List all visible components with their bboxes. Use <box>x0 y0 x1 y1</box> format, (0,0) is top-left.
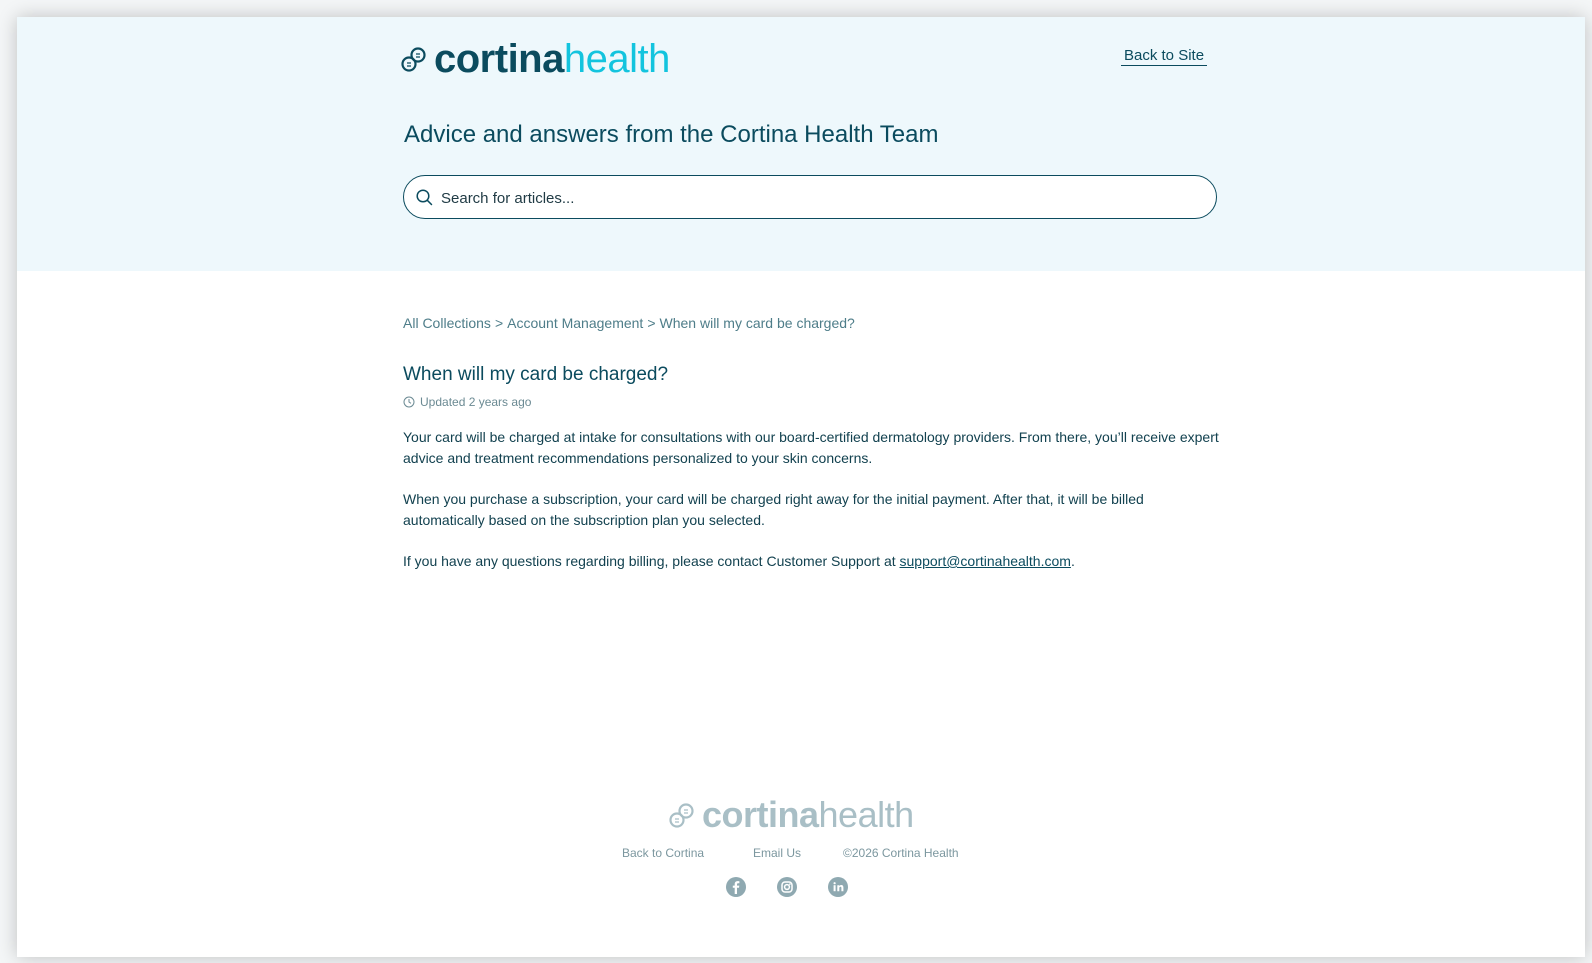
back-to-site-link[interactable]: Back to Site <box>1121 47 1207 66</box>
cortina-logo-icon <box>400 44 430 74</box>
page-frame <box>17 17 1585 957</box>
page-title: Advice and answers from the Cortina Health Team <box>404 121 939 148</box>
contact-text: If you have any questions regarding billing, please contact Customer Support at <box>403 553 900 569</box>
article-body <box>403 427 1223 592</box>
search-input[interactable] <box>439 176 1203 220</box>
linkedin-icon[interactable] <box>828 877 848 897</box>
footer-logo[interactable] <box>668 794 914 835</box>
contact-text-end: . <box>1070 553 1075 569</box>
breadcrumb-separator: > <box>647 315 656 331</box>
footer-copyright: ©2026 Cortina Health <box>843 846 959 860</box>
instagram-icon[interactable] <box>777 877 797 897</box>
footer-links <box>622 846 959 860</box>
article-title: When will my card be charged? <box>403 364 669 385</box>
article-paragraph-contact <box>403 551 1223 572</box>
social-links <box>726 877 848 897</box>
article-paragraph: When you purchase a subscription, your card will be charged right away for the initial payment. After that, it will be billed automatically based on the subscription plan you selected. <box>403 491 1144 528</box>
breadcrumb <box>403 315 855 331</box>
breadcrumb-current: When will my card be charged? <box>659 315 855 331</box>
article-paragraph: Your card will be charged at intake for consultations with our board-certified dermatology providers. From there, you’ll receive expert advice and treatment recommendations personalized to your skin concerns. <box>403 429 1219 466</box>
cortina-logo-icon <box>668 800 698 830</box>
facebook-icon[interactable] <box>726 877 746 897</box>
support-email-link[interactable]: support@cortinahealth.com <box>899 553 1071 569</box>
logo-text-health: health <box>818 794 914 835</box>
updated-text: Updated 2 years ago <box>420 395 532 409</box>
logo-text-cortina: cortina <box>702 794 819 835</box>
footer-email-us-link[interactable]: Email Us <box>753 846 802 860</box>
breadcrumb-all-collections[interactable]: All Collections <box>403 315 491 331</box>
logo-text-cortina: cortina <box>434 37 564 81</box>
logo-text-health: health <box>563 37 670 81</box>
search-icon <box>416 189 433 206</box>
breadcrumb-separator: > <box>494 315 504 331</box>
clock-icon <box>403 396 415 408</box>
search-bar[interactable] <box>403 175 1217 219</box>
article-updated <box>403 395 531 409</box>
brand-logo[interactable] <box>400 39 670 79</box>
breadcrumb-account-management[interactable]: Account Management <box>507 315 644 331</box>
footer-back-to-cortina-link[interactable]: Back to Cortina <box>622 846 705 860</box>
hero-header <box>17 17 1585 271</box>
